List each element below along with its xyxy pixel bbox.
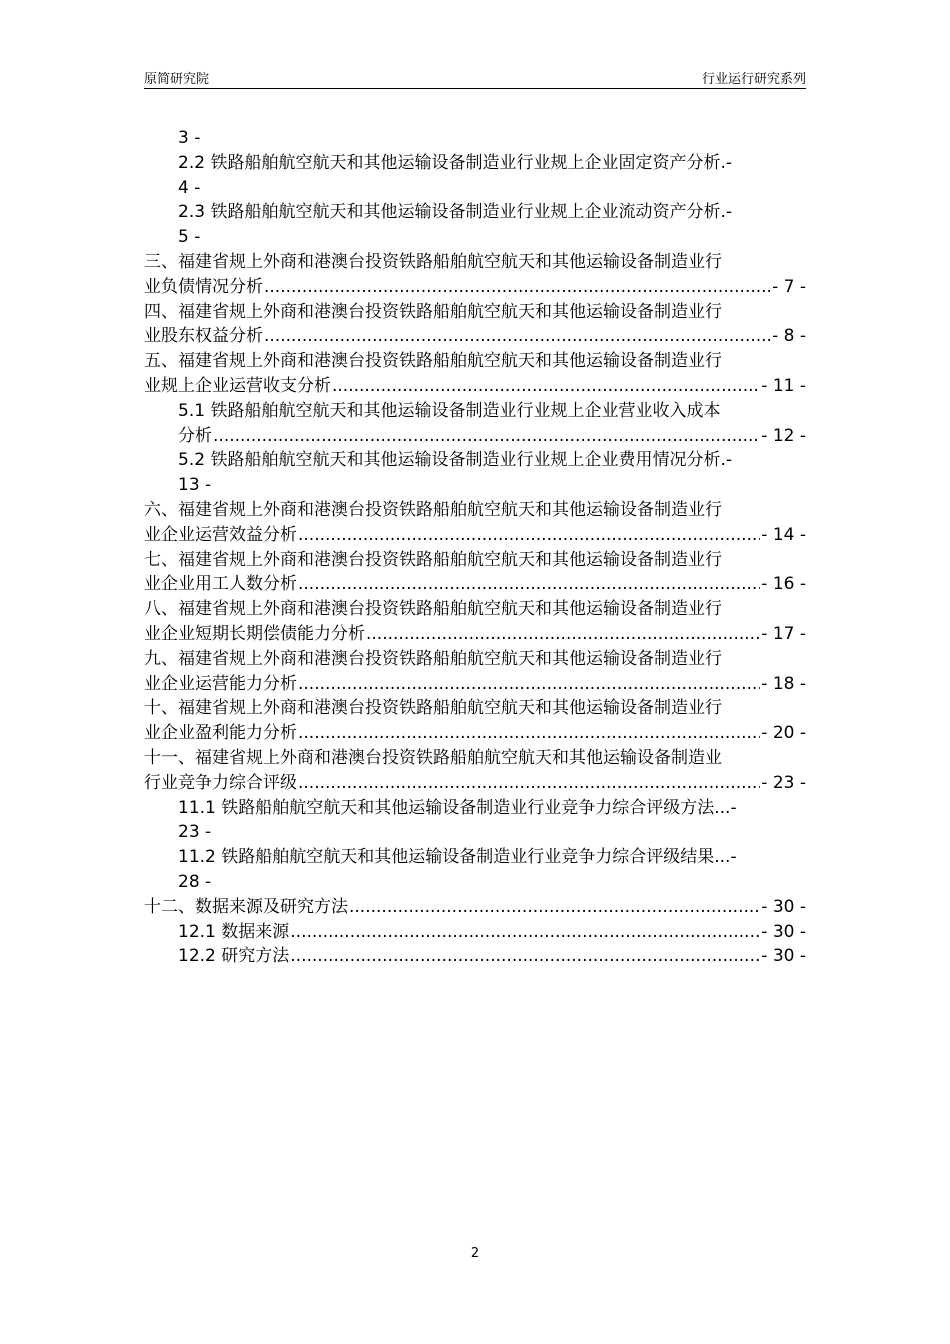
toc-entry-title-cont: 行业竞争力综合评级 xyxy=(144,772,297,793)
toc-entry-continuation[interactable] xyxy=(144,126,806,151)
toc-entry-2-3[interactable] xyxy=(144,200,806,250)
toc-entry-3[interactable] xyxy=(144,250,806,300)
toc-entry-title: 11.2 铁路船舶航空航天和其他运输设备制造业行业竞争力综合评级结果...- xyxy=(178,847,737,868)
toc-leader-dots xyxy=(298,572,760,597)
toc-leader-dots xyxy=(298,672,760,697)
toc-page-number: - 18 - xyxy=(761,673,806,694)
toc-leader-dots xyxy=(366,622,760,647)
toc-entry-8[interactable] xyxy=(144,597,806,647)
toc-page-number: 4 - xyxy=(178,177,201,198)
toc-page-number: 28 - xyxy=(178,871,212,892)
toc-page-number: - 12 - xyxy=(761,425,806,446)
toc-entry-title: 六、福建省规上外商和港澳台投资铁路船舶航空航天和其他运输设备制造业行 xyxy=(144,499,722,520)
toc-entry-title: 五、福建省规上外商和港澳台投资铁路船舶航空航天和其他运输设备制造业行 xyxy=(144,351,722,372)
toc-page-number: 13 - xyxy=(178,475,212,496)
toc-entry-6[interactable] xyxy=(144,498,806,548)
toc-entry-title: 2.2 铁路船舶航空航天和其他运输设备制造业行业规上企业固定资产分析.- xyxy=(178,152,732,173)
toc-entry-11-2[interactable] xyxy=(144,845,806,895)
toc-entry-5-2[interactable] xyxy=(144,448,806,498)
toc-leader-dots xyxy=(264,324,771,349)
toc-entry-11[interactable] xyxy=(144,746,806,796)
toc-entry-title: 三、福建省规上外商和港澳台投资铁路船舶航空航天和其他运输设备制造业行 xyxy=(144,251,722,272)
toc-page-number: - 20 - xyxy=(761,723,806,744)
toc-page-number: - 11 - xyxy=(761,375,806,396)
toc-leader-dots xyxy=(213,424,760,449)
toc-entry-title-cont: 业规上企业运营收支分析 xyxy=(144,375,331,396)
toc-entry-title-cont: 业企业盈利能力分析 xyxy=(144,723,297,744)
toc-entry-12[interactable] xyxy=(144,895,806,920)
toc-page-number: 5 - xyxy=(178,227,201,248)
toc-page-number: - 30 - xyxy=(761,921,806,942)
toc-entry-title: 十、福建省规上外商和港澳台投资铁路船舶航空航天和其他运输设备制造业行 xyxy=(144,698,722,719)
toc-entry-title-cont: 业负债情况分析 xyxy=(144,276,263,297)
toc-entry-title: 5.2 铁路船舶航空航天和其他运输设备制造业行业规上企业费用情况分析.- xyxy=(178,450,732,471)
header-org-name: 原简研究院 xyxy=(144,72,210,87)
toc-entry-title: 十二、数据来源及研究方法 xyxy=(144,896,348,917)
toc-entry-title-cont: 业企业用工人数分析 xyxy=(144,574,297,595)
toc-leader-dots xyxy=(298,771,760,796)
toc-page-number: - 7 - xyxy=(772,276,806,297)
toc-page-number: - 8 - xyxy=(772,326,806,347)
toc-entry-12-2[interactable] xyxy=(144,944,806,969)
toc-entry-9[interactable] xyxy=(144,647,806,697)
toc-leader-dots xyxy=(298,523,760,548)
toc-page-number: 23 - xyxy=(178,822,212,843)
toc-entry-title-cont: 业企业短期长期偿债能力分析 xyxy=(144,623,365,644)
toc-entry-10[interactable] xyxy=(144,696,806,746)
toc-entry-title: 2.3 铁路船舶航空航天和其他运输设备制造业行业规上企业流动资产分析.- xyxy=(178,202,732,223)
table-of-contents xyxy=(144,126,806,969)
toc-leader-dots xyxy=(332,374,760,399)
toc-leader-dots xyxy=(290,944,760,969)
toc-leader-dots xyxy=(298,721,760,746)
toc-entry-4[interactable] xyxy=(144,300,806,350)
page-header xyxy=(144,66,806,89)
page-number: 2 xyxy=(470,1246,480,1261)
toc-page-number: 3 - xyxy=(178,128,201,148)
toc-page-number: - 30 - xyxy=(761,896,806,917)
toc-entry-title: 八、福建省规上外商和港澳台投资铁路船舶航空航天和其他运输设备制造业行 xyxy=(144,599,722,620)
toc-entry-title: 12.1 数据来源 xyxy=(178,921,290,942)
toc-entry-title-cont: 业企业运营效益分析 xyxy=(144,524,297,545)
toc-entry-title: 十一、福建省规上外商和港澳台投资铁路船舶航空航天和其他运输设备制造业 xyxy=(144,747,722,768)
toc-leader-dots xyxy=(264,275,771,300)
toc-entry-7[interactable] xyxy=(144,548,806,598)
toc-entry-title: 九、福建省规上外商和港澳台投资铁路船舶航空航天和其他运输设备制造业行 xyxy=(144,648,722,669)
toc-entry-11-1[interactable] xyxy=(144,796,806,846)
toc-entry-title: 12.2 研究方法 xyxy=(178,946,290,967)
toc-page-number: - 30 - xyxy=(761,946,806,967)
toc-entry-title: 5.1 铁路船舶航空航天和其他运输设备制造业行业规上企业营业收入成本 xyxy=(178,400,721,421)
toc-entry-title: 四、福建省规上外商和港澳台投资铁路船舶航空航天和其他运输设备制造业行 xyxy=(144,301,722,322)
toc-page-number: - 14 - xyxy=(761,524,806,545)
toc-entry-12-1[interactable] xyxy=(144,920,806,945)
toc-page-number: - 17 - xyxy=(761,623,806,644)
toc-page-number: - 23 - xyxy=(761,772,806,793)
toc-entry-title-cont: 业企业运营能力分析 xyxy=(144,673,297,694)
toc-entry-5-1[interactable] xyxy=(144,399,806,449)
toc-entry-title: 七、福建省规上外商和港澳台投资铁路船舶航空航天和其他运输设备制造业行 xyxy=(144,549,722,570)
toc-entry-title-cont: 分析 xyxy=(178,425,212,446)
toc-page-number: - 16 - xyxy=(761,574,806,595)
toc-leader-dots xyxy=(349,895,760,920)
toc-entry-title: 11.1 铁路船舶航空航天和其他运输设备制造业行业竞争力综合评级方法...- xyxy=(178,797,737,818)
toc-entry-2-2[interactable] xyxy=(144,151,806,201)
header-series-name: 行业运行研究系列 xyxy=(701,72,806,87)
toc-leader-dots xyxy=(290,920,760,945)
toc-entry-title-cont: 业股东权益分析 xyxy=(144,326,263,347)
toc-entry-5[interactable] xyxy=(144,349,806,399)
